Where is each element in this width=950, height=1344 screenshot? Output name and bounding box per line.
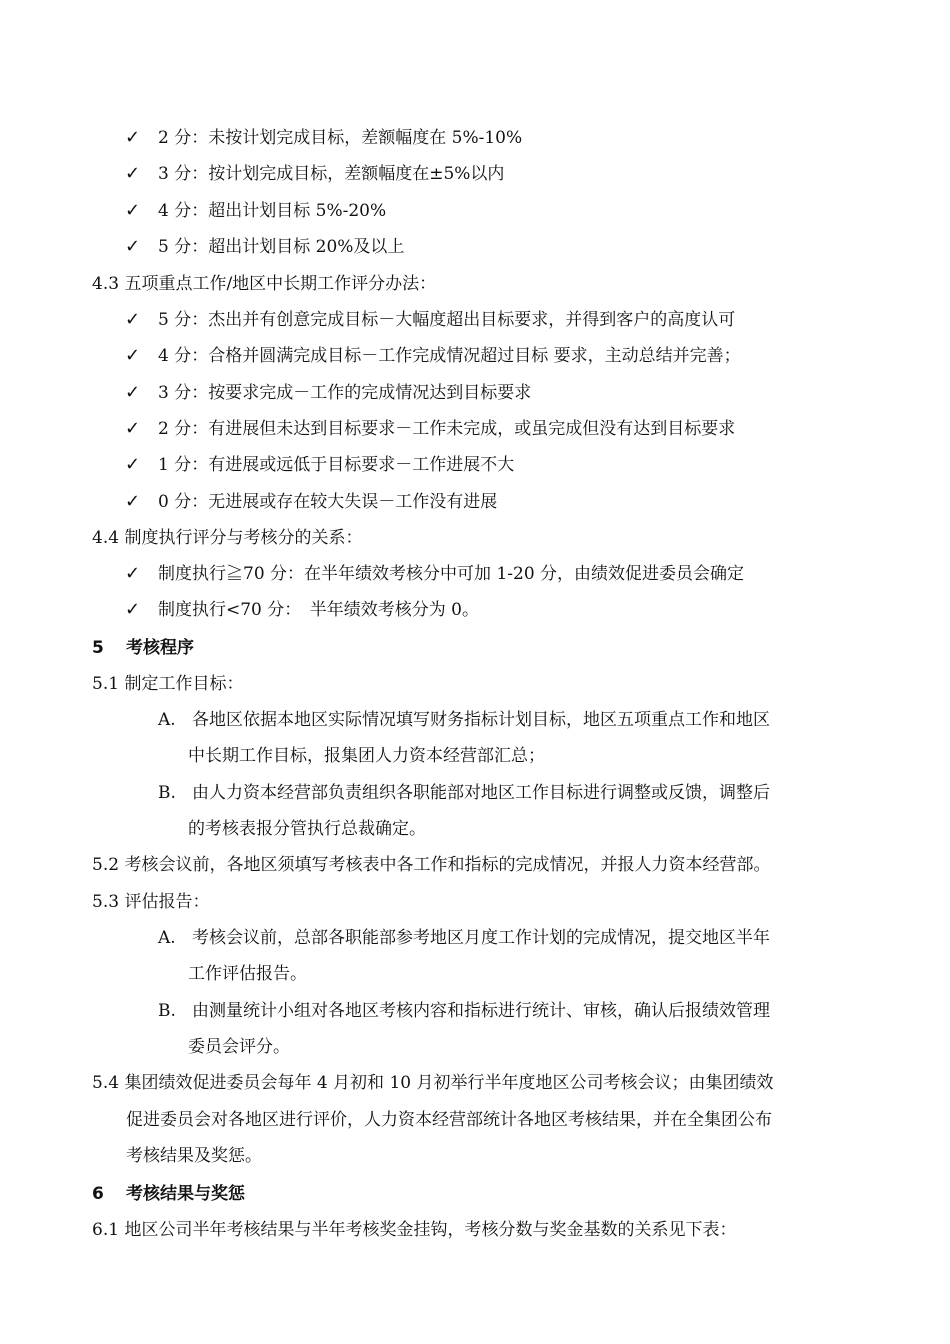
check-icon: ✓ bbox=[125, 236, 141, 257]
paragraph-line: 工作评估报告。 bbox=[188, 964, 307, 984]
section-5-3-title: 5.3 评估报告： bbox=[92, 892, 210, 912]
section-5-2: 5.2 考核会议前，各地区须填写考核表中各工作和指标的完成情况，并报人力资本经营部。 bbox=[92, 855, 771, 875]
section-title: 考核结果与奖惩 bbox=[126, 1184, 245, 1204]
check-icon: ✓ bbox=[125, 163, 141, 184]
check-icon: ✓ bbox=[125, 309, 141, 330]
bullet-item: 5 分：超出计划目标 20%及以上 bbox=[158, 237, 405, 257]
check-icon: ✓ bbox=[125, 345, 141, 366]
bullet-item: 3 分：按计划完成目标，差额幅度在±5%以内 bbox=[158, 164, 505, 184]
paragraph-line: 中长期工作目标，报集团人力资本经营部汇总； bbox=[188, 746, 545, 766]
section-title: 考核程序 bbox=[126, 638, 194, 658]
section-4-4-title: 4.4 制度执行评分与考核分的关系： bbox=[92, 528, 363, 548]
section-6-1: 6.1 地区公司半年考核结果与半年考核奖金挂钩，考核分数与奖金基数的关系见下表： bbox=[92, 1220, 737, 1240]
paragraph-line: 各地区依据本地区实际情况填写财务指标计划目标，地区五项重点工作和地区 bbox=[192, 710, 770, 730]
bullet-item: 1 分：有进展或远低于目标要求－工作进展不大 bbox=[158, 455, 515, 475]
paragraph-line: 促进委员会对各地区进行评价，人力资本经营部统计各地区考核结果，并在全集团公布 bbox=[126, 1110, 772, 1130]
bullet-item: 2 分：未按计划完成目标，差额幅度在 5%-10% bbox=[158, 128, 523, 148]
check-icon: ✓ bbox=[125, 454, 141, 475]
bullet-item: 3 分：按要求完成－工作的完成情况达到目标要求 bbox=[158, 383, 532, 403]
paragraph-line: 由人力资本经营部负责组织各职能部对地区工作目标进行调整或反馈，调整后 bbox=[192, 783, 770, 803]
check-icon: ✓ bbox=[125, 127, 141, 148]
bullet-item: 4 分：超出计划目标 5%-20% bbox=[158, 201, 387, 221]
section-number: 5 bbox=[92, 638, 104, 658]
item-label: A. bbox=[158, 710, 176, 730]
item-label: A. bbox=[158, 928, 176, 948]
section-6-heading bbox=[92, 1182, 245, 1206]
section-5-1-title: 5.1 制定工作目标： bbox=[92, 674, 244, 694]
paragraph-line: 5.4 集团绩效促进委员会每年 4 月初和 10 月初举行半年度地区公司考核会议；由集团绩效 bbox=[92, 1073, 774, 1093]
check-icon: ✓ bbox=[125, 418, 141, 439]
item-label: B. bbox=[158, 783, 176, 803]
item-label: B. bbox=[158, 1001, 176, 1021]
paragraph-line: 考核结果及奖惩。 bbox=[126, 1146, 262, 1166]
bullet-item: 4 分：合格并圆满完成目标－工作完成情况超过目标 要求，主动总结并完善； bbox=[158, 346, 741, 366]
check-icon: ✓ bbox=[125, 382, 141, 403]
check-icon: ✓ bbox=[125, 563, 141, 584]
section-number: 6 bbox=[92, 1184, 104, 1204]
section-4-3-title: 4.3 五项重点工作/地区中长期工作评分办法： bbox=[92, 274, 437, 294]
paragraph-line: 由测量统计小组对各地区考核内容和指标进行统计、审核，确认后报绩效管理 bbox=[192, 1001, 770, 1021]
paragraph-line: 委员会评分。 bbox=[188, 1037, 290, 1057]
check-icon: ✓ bbox=[125, 599, 141, 620]
bullet-item: 制度执行<70 分： 半年绩效考核分为 0。 bbox=[158, 600, 479, 620]
bullet-item: 2 分：有进展但未达到目标要求－工作未完成，或虽完成但没有达到目标要求 bbox=[158, 419, 736, 439]
section-5-heading bbox=[92, 636, 194, 660]
check-icon: ✓ bbox=[125, 200, 141, 221]
paragraph-line: 的考核表报分管执行总裁确定。 bbox=[188, 819, 426, 839]
paragraph-line: 考核会议前，总部各职能部参考地区月度工作计划的完成情况，提交地区半年 bbox=[192, 928, 770, 948]
bullet-item: 5 分：杰出并有创意完成目标－大幅度超出目标要求，并得到客户的高度认可 bbox=[158, 310, 736, 330]
bullet-item: 制度执行≧70 分：在半年绩效考核分中可加 1-20 分，由绩效促进委员会确定 bbox=[158, 564, 745, 584]
bullet-item: 0 分：无进展或存在较大失误－工作没有进展 bbox=[158, 492, 498, 512]
check-icon: ✓ bbox=[125, 491, 141, 512]
